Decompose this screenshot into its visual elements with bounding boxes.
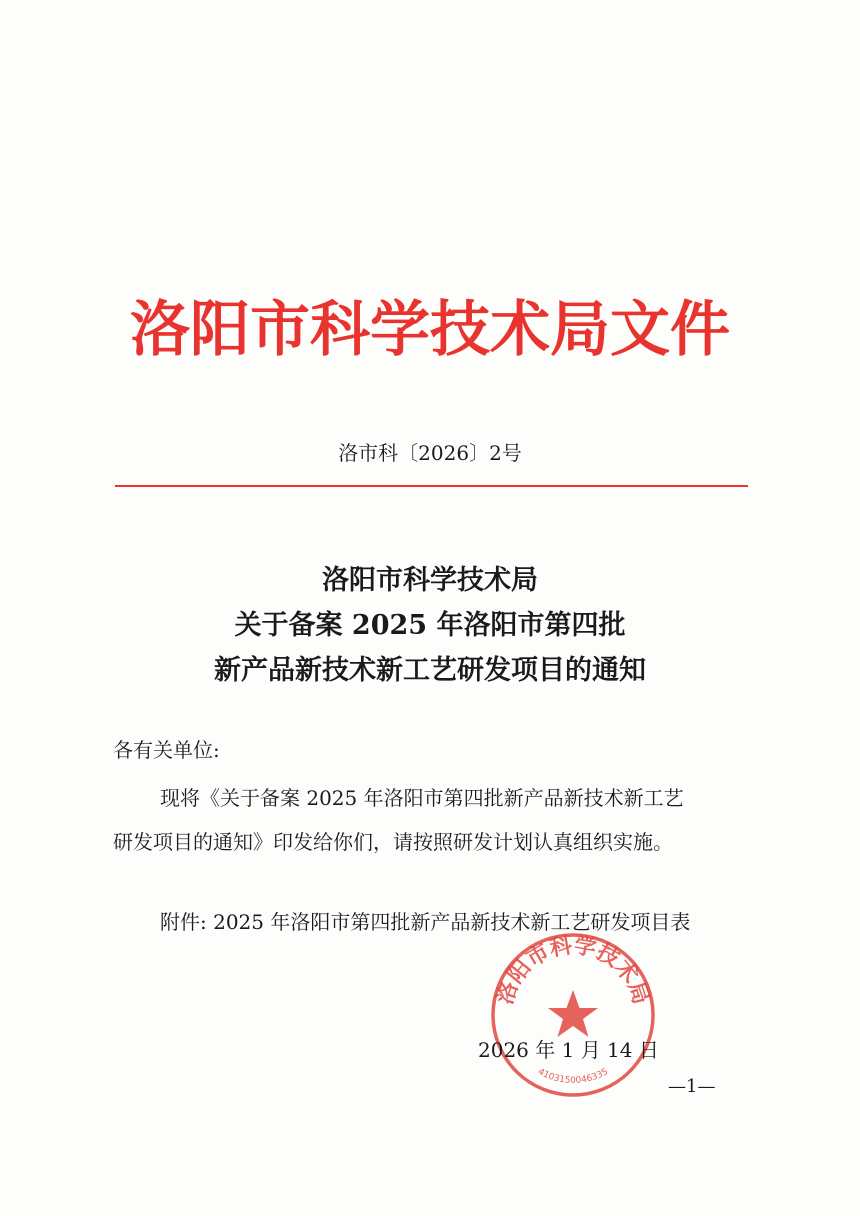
body-paragraph-line-2: 研发项目的通知》印发给你们，请按照研发计划认真组织实施。 [113,830,673,854]
seal-code: 4103150046335 [536,1066,610,1086]
notice-title-line-3: 新产品新技术新工艺研发项目的通知 [214,655,646,686]
signature-date: 2026 年 1 月 14 日 [478,1038,659,1062]
salutation: 各有关单位: [113,738,220,762]
official-seal [488,930,658,1100]
seal-star-icon [548,990,598,1037]
seal-text: 洛阳市科学技术局 [492,933,654,1008]
document-header-title: 洛阳市科学技术局文件 [130,295,730,365]
notice-title-line-1: 洛阳市科学技术局 [322,565,538,596]
attachment-note: 附件: 2025 年洛阳市第四批新产品新技术新工艺研发项目表 [160,910,691,934]
document-number: 洛市科〔2026〕2号 [338,441,522,465]
body-paragraph-line-1: 现将《关于备案 2025 年洛阳市第四批新产品新技术新工艺 [160,786,684,810]
red-divider-line [115,485,748,487]
notice-title-line-2: 关于备案 2025 年洛阳市第四批 [234,610,626,641]
page-number: —1— [668,1076,716,1097]
svg-text:4103150046335 [536,1067,610,1086]
